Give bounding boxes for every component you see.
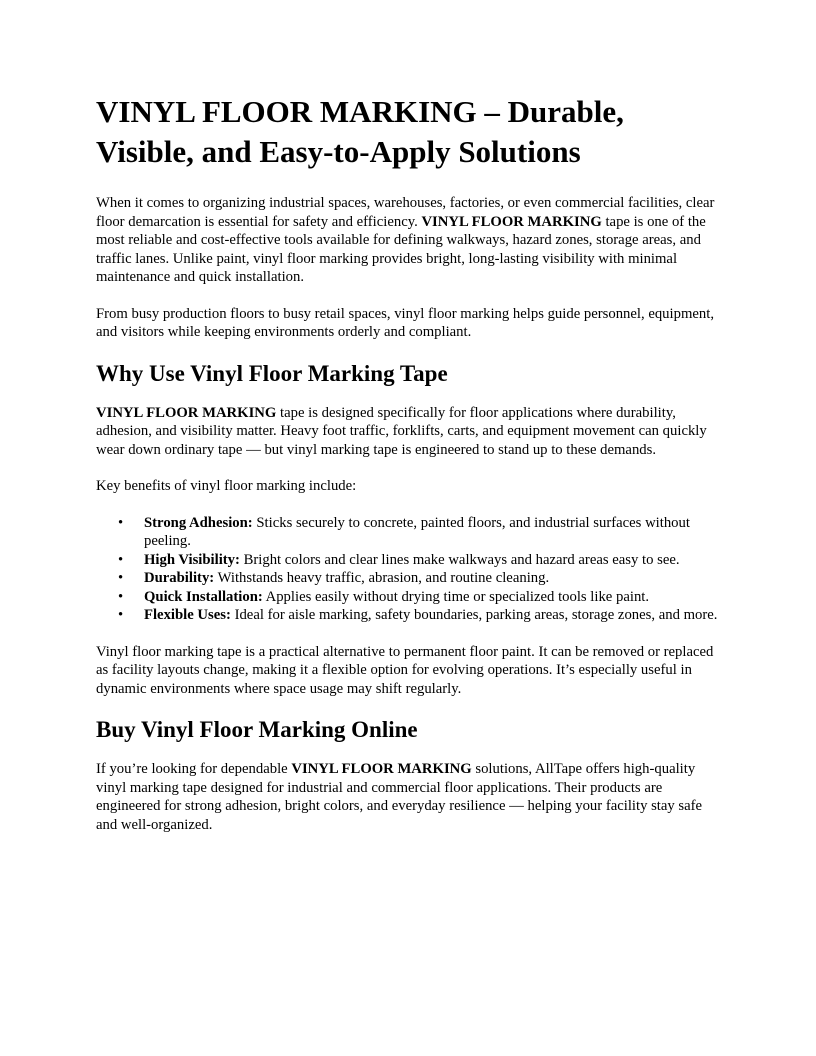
why-p1-text: tape is designed specifically for floor applications where durability, adhesion, and visibility matter. Heavy foot traffic, forklifts, carts, and equipment movement can quickly wear down ordinary tape — but vinyl marking tape is engineered to stand up to these demands. — [96, 404, 707, 458]
list-item — [118, 551, 722, 570]
section-heading-why: Why Use Vinyl Floor Marking Tape — [96, 360, 448, 386]
benefit-text: Bright colors and clear lines make walkways and hazard areas easy to see. — [239, 551, 680, 568]
why-paragraph-2: Key benefits of vinyl floor marking include: — [96, 478, 357, 494]
list-item — [118, 514, 722, 551]
buy-p1-text-a: If you’re looking for dependable — [96, 761, 292, 777]
bullet-icon: • — [118, 588, 124, 605]
buy-p1-text-c: solutions, AllTape offers high-quality vinyl marking tape designed for industrial and commercial floor applications. Their products are engineered for strong adhesion, bright colors, and everyday resilience — helping your facility stay safe and well-organized. — [96, 761, 703, 833]
benefit-label: Strong Adhesion: — [144, 514, 253, 531]
why-paragraph-3: Vinyl floor marking tape is a practical alternative to permanent floor paint. It can be removed or replaced as facility layouts change, making it a flexible option for evolving operations. It’s especially useful in dynamic environments where space usage may shift regularly. — [96, 643, 714, 697]
list-item — [118, 569, 722, 588]
document-page — [96, 92, 722, 852]
bullet-icon: • — [118, 551, 124, 568]
intro-paragraph-1 — [96, 194, 722, 287]
benefit-text: Applies easily without drying time or specialized tools like paint. — [262, 588, 650, 605]
intro-p1-text-a: When it comes to organizing industrial spaces, warehouses, factories, or even commercial facilities, clear floor demarcation is essential for safety and efficiency. — [96, 195, 715, 230]
intro-paragraph-2: From busy production floors to busy retail spaces, vinyl floor marking helps guide personnel, equipment, and visitors while keeping environments orderly and compliant. — [96, 305, 714, 340]
benefit-label: Flexible Uses: — [144, 607, 231, 623]
section-heading-buy: Buy Vinyl Floor Marking Online — [96, 717, 418, 742]
benefit-label: Quick Installation: — [144, 588, 263, 605]
bullet-icon: • — [118, 607, 124, 623]
buy-paragraph-1 — [96, 760, 722, 834]
benefit-text: Ideal for aisle marking, safety boundaries, parking areas, storage zones, and more. — [230, 607, 718, 623]
intro-p1-bold-term: VINYL FLOOR MARKING — [421, 213, 602, 230]
intro-p1-text-c: tape is one of the most reliable and cost-effective tools available for defining walkways, hazard zones, storage areas, and traffic lanes. Unlike paint, vinyl floor marking provides bright, long-lasting visibility with minimal maintenance and quick installation. — [96, 213, 706, 285]
benefit-text: Withstands heavy traffic, abrasion, and routine cleaning. — [214, 570, 550, 586]
page-title: VINYL FLOOR MARKING – Durable, Visible, and Easy-to-Apply Solutions — [96, 94, 624, 169]
list-item — [118, 588, 722, 607]
benefit-label: Durability: — [144, 570, 215, 586]
benefits-list — [96, 514, 722, 625]
why-paragraph-1 — [96, 404, 722, 460]
why-p1-bold-term: VINYL FLOOR MARKING — [96, 404, 277, 421]
buy-p1-bold-term: VINYL FLOOR MARKING — [291, 761, 472, 777]
benefit-text: Sticks securely to concrete, painted floors, and industrial surfaces without peeling. — [144, 514, 690, 549]
bullet-icon: • — [118, 570, 124, 586]
benefit-label: High Visibility: — [144, 551, 240, 568]
list-item — [118, 606, 722, 625]
bullet-icon: • — [118, 514, 124, 531]
